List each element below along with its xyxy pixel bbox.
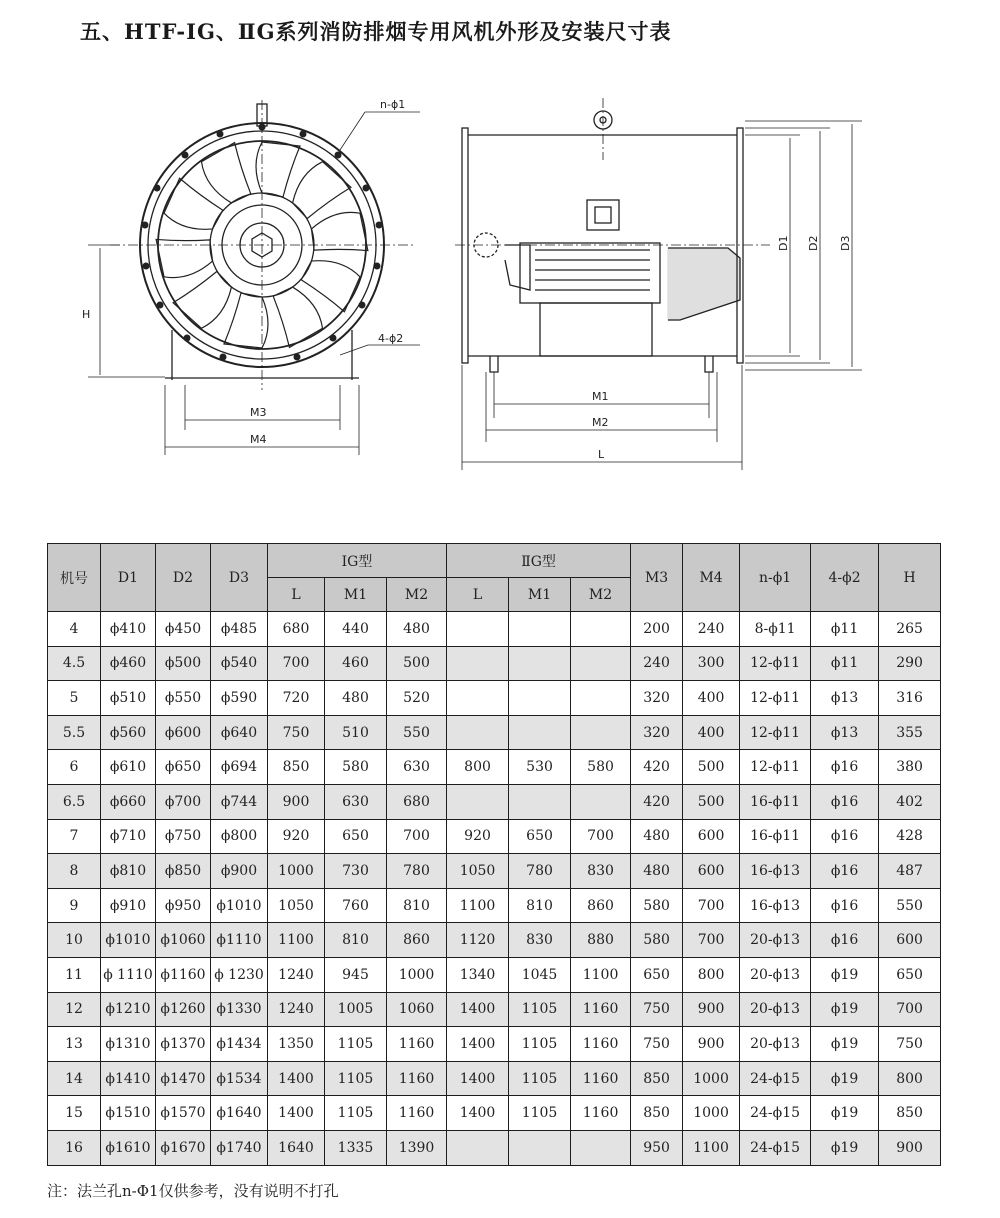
table-cell [571,1130,631,1165]
table-cell: 830 [509,923,571,958]
table-cell: 1100 [268,923,325,958]
table-cell: 402 [879,784,941,819]
table-cell: 950 [631,1130,683,1165]
table-cell: ϕ640 [211,715,268,750]
header-M1-2: M1 [509,578,571,612]
table-cell: 9 [48,888,101,923]
table-cell: ϕ910 [101,888,156,923]
table-cell: 1240 [268,992,325,1027]
table-cell: 12-ϕ11 [740,750,811,785]
label-D3: D3 [839,235,852,251]
header-group-2: ⅡG型 [447,544,631,578]
label-M1: M1 [592,390,609,403]
header-model: 机号 [48,544,101,612]
footnote: 注：法兰孔n-Φ1仅供参考，没有说明不打孔 [47,1182,339,1200]
table-cell: ϕ1260 [156,992,211,1027]
table-cell: 1005 [325,992,387,1027]
table-cell: ϕ1434 [211,1027,268,1062]
table-cell: 630 [325,784,387,819]
table-cell: 15 [48,1096,101,1131]
table-cell: 1400 [447,1096,509,1131]
table-cell: ϕ1310 [101,1027,156,1062]
table-cell: 400 [683,715,740,750]
header-L-2: L [447,578,509,612]
table-row [48,1130,941,1165]
table-cell: 1000 [268,854,325,889]
table-cell: 1240 [268,957,325,992]
table-cell: 1105 [509,1027,571,1062]
table-row [48,646,941,681]
table-cell: ϕ1410 [101,1061,156,1096]
table-cell: ϕ1640 [211,1096,268,1131]
table-cell: ϕ16 [811,819,879,854]
table-cell: 1100 [571,957,631,992]
table-cell: ϕ 1230 [211,957,268,992]
side-view [455,98,862,470]
table-cell: 650 [325,819,387,854]
table-cell: ϕ1470 [156,1061,211,1096]
table-cell: ϕ750 [156,819,211,854]
dimension-table [47,543,941,1166]
table-cell: 850 [631,1096,683,1131]
table-cell: ϕ13 [811,715,879,750]
table-cell: 7 [48,819,101,854]
table-cell: 11 [48,957,101,992]
table-cell: 750 [879,1027,941,1062]
table-cell: 400 [683,681,740,716]
table-row [48,888,941,923]
table-cell: 24-ϕ15 [740,1096,811,1131]
table-cell [447,681,509,716]
table-cell: 4 [48,612,101,647]
table-cell: ϕ1740 [211,1130,268,1165]
table-cell: 530 [509,750,571,785]
table-cell: 8 [48,854,101,889]
table-cell: ϕ810 [101,854,156,889]
table-cell: 750 [268,715,325,750]
table-cell: 580 [571,750,631,785]
table-cell: 320 [631,715,683,750]
table-cell: 550 [387,715,447,750]
table-cell: ϕ16 [811,784,879,819]
label-M2: M2 [592,416,609,429]
table-cell: 1100 [683,1130,740,1165]
table-cell: 900 [683,992,740,1027]
table-row [48,923,941,958]
table-cell: ϕ600 [156,715,211,750]
table-cell: 1340 [447,957,509,992]
table-cell: 810 [509,888,571,923]
label-D1: D1 [777,235,790,251]
front-view [88,100,420,455]
table-cell: ϕ560 [101,715,156,750]
table-cell: ϕ800 [211,819,268,854]
table-cell: 316 [879,681,941,716]
table-cell: 1105 [509,1096,571,1131]
label-D2: D2 [807,235,820,251]
table-cell: 1160 [571,1096,631,1131]
table-cell: 920 [447,819,509,854]
table-cell: 20-ϕ13 [740,923,811,958]
table-cell: 5 [48,681,101,716]
table-cell: ϕ19 [811,992,879,1027]
table-cell: ϕ590 [211,681,268,716]
table-cell: 1160 [387,1096,447,1131]
table-cell: 700 [571,819,631,854]
table-row [48,1061,941,1096]
table-cell: ϕ700 [156,784,211,819]
table-cell: 240 [683,612,740,647]
fan-outline-drawing [0,80,1000,480]
header-M3: M3 [631,544,683,612]
table-cell: 1400 [268,1061,325,1096]
table-cell: ϕ540 [211,646,268,681]
header-D1: D1 [101,544,156,612]
label-M4: M4 [250,433,267,446]
header-M1-1: M1 [325,578,387,612]
table-cell: ϕ11 [811,612,879,647]
table-cell: 480 [631,819,683,854]
table-cell: 510 [325,715,387,750]
table-cell [571,646,631,681]
table-cell: 1105 [325,1061,387,1096]
table-cell [571,784,631,819]
table-cell: 800 [447,750,509,785]
table-cell: 1160 [571,1061,631,1096]
table-row [48,992,941,1027]
table-cell: 500 [683,750,740,785]
table-cell: 900 [268,784,325,819]
header-H: H [879,544,941,612]
table-row [48,1096,941,1131]
table-cell: 1045 [509,957,571,992]
header-D2: D2 [156,544,211,612]
table-cell: 650 [509,819,571,854]
table-cell: 4.5 [48,646,101,681]
table-cell: ϕ16 [811,750,879,785]
table-cell: 355 [879,715,941,750]
table-cell [509,1130,571,1165]
header-row-1 [48,544,941,578]
table-cell: ϕ850 [156,854,211,889]
table-cell: 460 [325,646,387,681]
table-cell: 850 [631,1061,683,1096]
table-cell: ϕ1010 [101,923,156,958]
header-M2-1: M2 [387,578,447,612]
table-cell: 1335 [325,1130,387,1165]
table-cell: 12-ϕ11 [740,646,811,681]
table-cell: 580 [325,750,387,785]
table-cell: 16-ϕ11 [740,819,811,854]
table-cell: 1105 [325,1027,387,1062]
table-cell: ϕ1110 [211,923,268,958]
table-cell [509,612,571,647]
table-cell: 550 [879,888,941,923]
table-cell: ϕ16 [811,888,879,923]
table-cell [447,1130,509,1165]
label-M3: M3 [250,406,267,419]
table-row [48,612,941,647]
table-cell: 580 [631,923,683,958]
table-cell: 700 [683,923,740,958]
table-cell: 1100 [447,888,509,923]
table-cell: 1400 [447,1027,509,1062]
table-cell: 830 [571,854,631,889]
table-cell: 720 [268,681,325,716]
table-row [48,854,941,889]
table-cell: ϕ1010 [211,888,268,923]
table-row [48,1027,941,1062]
table-cell: 24-ϕ15 [740,1061,811,1096]
table-cell: 1160 [387,1061,447,1096]
table-cell: ϕ1610 [101,1130,156,1165]
table-cell: ϕ744 [211,784,268,819]
table-cell: 850 [879,1096,941,1131]
table-cell: 1050 [268,888,325,923]
table-cell: 520 [387,681,447,716]
table-cell: ϕ460 [101,646,156,681]
table-cell: 860 [571,888,631,923]
table-cell: 750 [631,992,683,1027]
table-cell: 850 [268,750,325,785]
table-cell: ϕ1534 [211,1061,268,1096]
table-cell: 480 [387,612,447,647]
table-cell: 420 [631,784,683,819]
table-cell: 810 [387,888,447,923]
table-cell: 1105 [325,1096,387,1131]
table-cell: 10 [48,923,101,958]
table-cell: 13 [48,1027,101,1062]
table-cell: ϕ550 [156,681,211,716]
table-cell: ϕ1160 [156,957,211,992]
table-cell: 1160 [387,1027,447,1062]
header-M2-2: M2 [571,578,631,612]
label-n-phi1: n-ϕ1 [380,98,406,111]
table-cell: ϕ950 [156,888,211,923]
table-cell: ϕ1210 [101,992,156,1027]
table-cell: 680 [387,784,447,819]
table-cell: 16 [48,1130,101,1165]
table-cell: 760 [325,888,387,923]
header-4-phi2: 4-ϕ2 [811,544,879,612]
table-cell: 860 [387,923,447,958]
table-cell: 6 [48,750,101,785]
table-cell: 8-ϕ11 [740,612,811,647]
table-cell: 600 [879,923,941,958]
table-cell: 945 [325,957,387,992]
header-n-phi1: n-ϕ1 [740,544,811,612]
table-cell [447,784,509,819]
table-cell: ϕ410 [101,612,156,647]
table-cell: ϕ500 [156,646,211,681]
header-group-1: ⅠG型 [268,544,447,578]
table-cell: 20-ϕ13 [740,992,811,1027]
table-cell: 1350 [268,1027,325,1062]
table-cell [447,612,509,647]
table-cell: ϕ11 [811,646,879,681]
table-cell: 780 [387,854,447,889]
table-cell: 480 [631,854,683,889]
table-cell: 800 [879,1061,941,1096]
table-cell: 12-ϕ11 [740,715,811,750]
table-cell: ϕ900 [211,854,268,889]
table-cell: ϕ19 [811,957,879,992]
table-cell: 700 [683,888,740,923]
table-row [48,750,941,785]
header-D3: D3 [211,544,268,612]
table-cell: 800 [683,957,740,992]
table-cell: 810 [325,923,387,958]
table-cell: ϕ 1110 [101,957,156,992]
table-cell: ϕ660 [101,784,156,819]
table-cell: 12-ϕ11 [740,681,811,716]
table-cell: 600 [683,819,740,854]
table-cell: 630 [387,750,447,785]
table-cell: ϕ19 [811,1130,879,1165]
table-cell: 1160 [571,992,631,1027]
table-cell: 14 [48,1061,101,1096]
table-cell: 480 [325,681,387,716]
table-cell: 290 [879,646,941,681]
table-row [48,681,941,716]
table-body [48,612,941,1166]
table-cell: 12 [48,992,101,1027]
table-cell [571,612,631,647]
table-cell: 320 [631,681,683,716]
table-cell: 600 [683,854,740,889]
table-cell: 265 [879,612,941,647]
table-cell: 24-ϕ15 [740,1130,811,1165]
table-cell: 1000 [683,1061,740,1096]
table-cell: 428 [879,819,941,854]
table-cell: 1400 [447,992,509,1027]
table-cell [571,715,631,750]
table-cell: 1060 [387,992,447,1027]
table-cell: ϕ610 [101,750,156,785]
table-cell: 16-ϕ13 [740,854,811,889]
table-cell: 1000 [387,957,447,992]
table-cell: ϕ19 [811,1096,879,1131]
label-L: L [598,448,605,461]
table-cell: ϕ485 [211,612,268,647]
table-cell: 200 [631,612,683,647]
table-cell: 1000 [683,1096,740,1131]
table-cell: ϕ694 [211,750,268,785]
table-cell [509,784,571,819]
table-cell: 880 [571,923,631,958]
table-cell: 500 [683,784,740,819]
table-cell: 5.5 [48,715,101,750]
table-cell: 240 [631,646,683,681]
label-H: H [82,308,91,321]
table-cell: ϕ510 [101,681,156,716]
table-cell [509,715,571,750]
table-cell: 1160 [571,1027,631,1062]
table-cell: 1120 [447,923,509,958]
table-cell: 20-ϕ13 [740,957,811,992]
table-cell: 16-ϕ11 [740,784,811,819]
header-M4: M4 [683,544,740,612]
table-cell: ϕ1570 [156,1096,211,1131]
table-cell: ϕ1510 [101,1096,156,1131]
table-cell: ϕ650 [156,750,211,785]
table-cell: 6.5 [48,784,101,819]
table-cell: 1400 [268,1096,325,1131]
table-cell: 900 [683,1027,740,1062]
table-cell: ϕ13 [811,681,879,716]
table-cell: 900 [879,1130,941,1165]
table-cell: 420 [631,750,683,785]
table-cell: ϕ16 [811,854,879,889]
header-L-1: L [268,578,325,612]
table-row [48,715,941,750]
table-cell: 650 [631,957,683,992]
table-cell: 1105 [509,1061,571,1096]
table-cell [509,646,571,681]
table-row [48,819,941,854]
table-cell: 1400 [447,1061,509,1096]
table-cell: 920 [268,819,325,854]
table-cell: 680 [268,612,325,647]
table-cell: 1050 [447,854,509,889]
table-cell: 730 [325,854,387,889]
table-cell: ϕ19 [811,1027,879,1062]
table-row [48,784,941,819]
table-cell: 580 [631,888,683,923]
table-cell [447,646,509,681]
table-cell: 16-ϕ13 [740,888,811,923]
page-title: 五、HTF-ⅠG、ⅡG系列消防排烟专用风机外形及安装尺寸表 [80,19,672,44]
table-cell: 1390 [387,1130,447,1165]
table-cell: ϕ19 [811,1061,879,1096]
table-cell: 700 [268,646,325,681]
table-cell: 1640 [268,1130,325,1165]
table-cell: 20-ϕ13 [740,1027,811,1062]
table-cell: 750 [631,1027,683,1062]
table-cell: ϕ1370 [156,1027,211,1062]
table-cell: 500 [387,646,447,681]
table-cell: 487 [879,854,941,889]
table-cell [571,681,631,716]
table-row [48,957,941,992]
table-cell: ϕ1060 [156,923,211,958]
table-cell: 650 [879,957,941,992]
table-cell: ϕ16 [811,923,879,958]
table-cell: 780 [509,854,571,889]
label-4-phi2: 4-ϕ2 [378,332,404,345]
table-cell: 1105 [509,992,571,1027]
table-cell: 380 [879,750,941,785]
table-cell: 300 [683,646,740,681]
table-cell: ϕ450 [156,612,211,647]
table-cell: 700 [879,992,941,1027]
table-cell [509,681,571,716]
table-cell: 440 [325,612,387,647]
table-cell: ϕ710 [101,819,156,854]
table-cell: ϕ1330 [211,992,268,1027]
table-cell [447,715,509,750]
table-cell: 700 [387,819,447,854]
table-cell: ϕ1670 [156,1130,211,1165]
